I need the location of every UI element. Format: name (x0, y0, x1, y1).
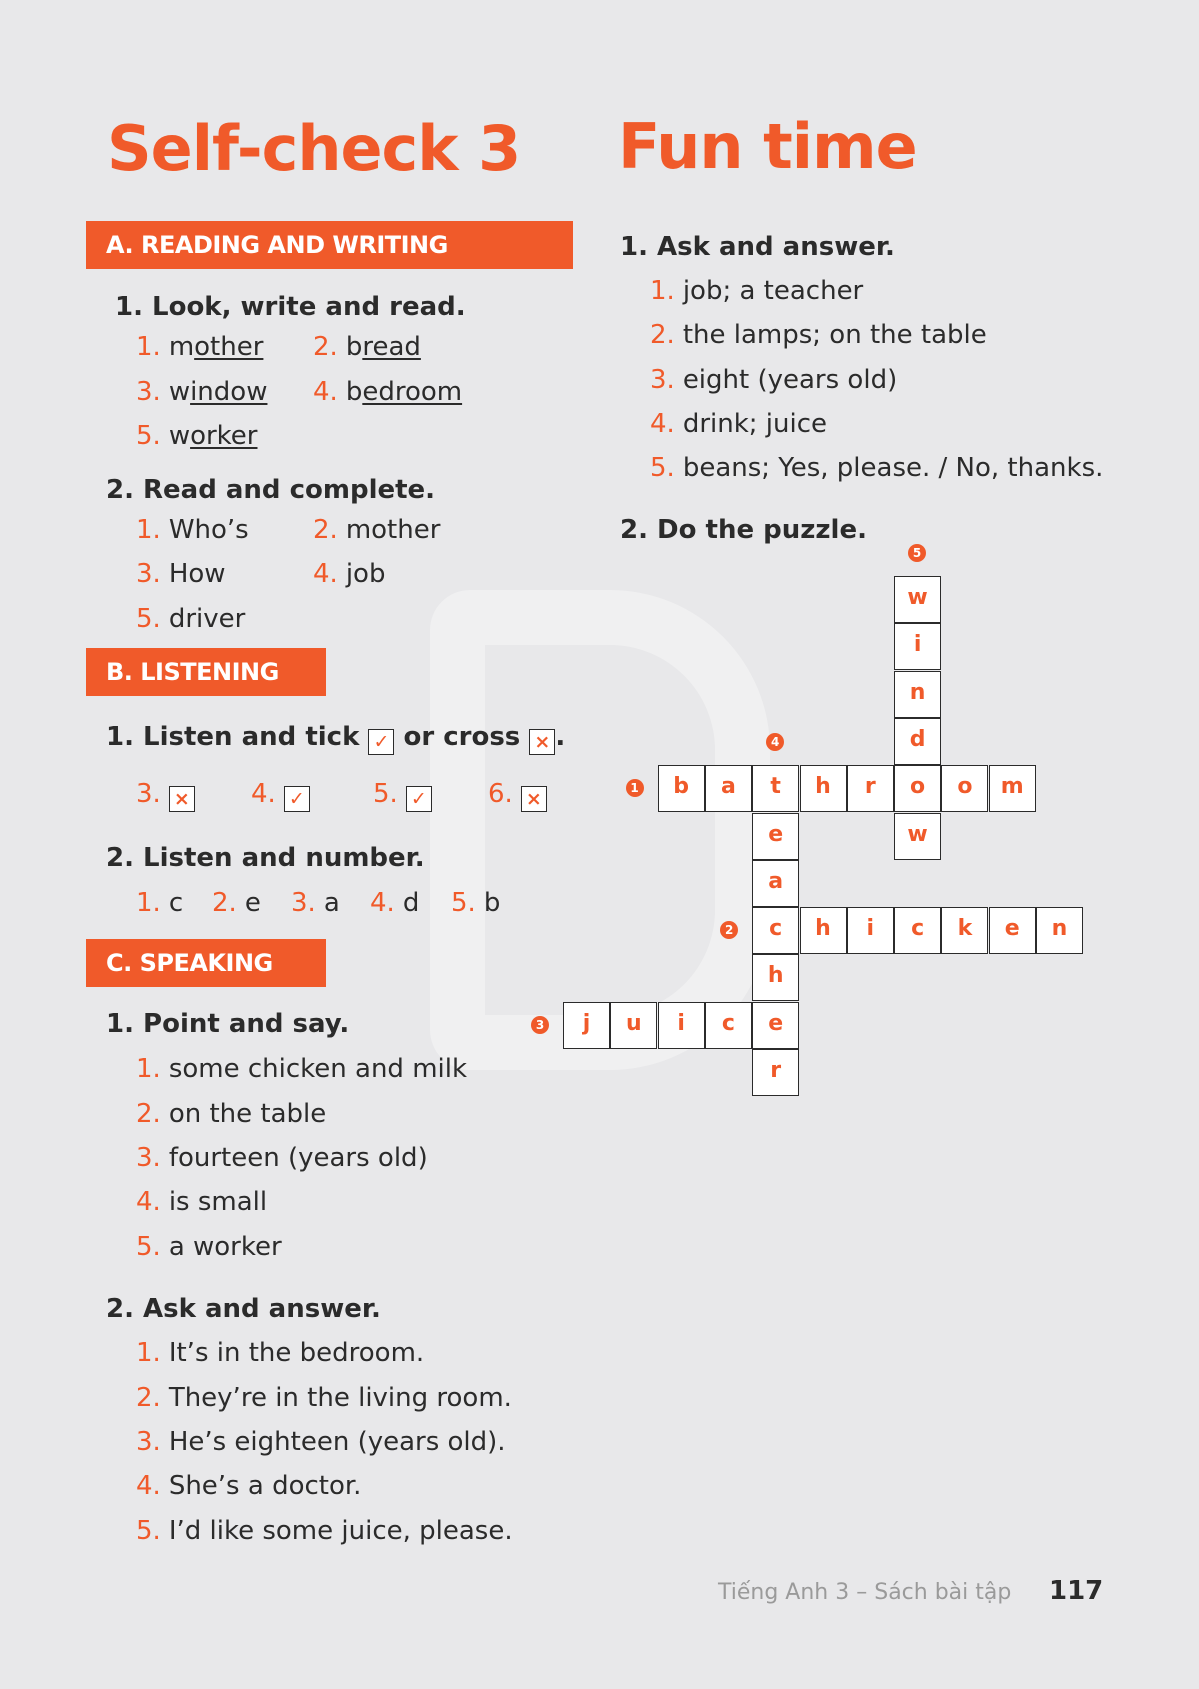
section-c-header: C. SPEAKING (86, 939, 326, 987)
fun-ex1-item: 4. drink; juice (650, 409, 828, 439)
crossword-cell: i (894, 623, 941, 670)
fun-ex2-heading: 2. Do the puzzle. (620, 515, 867, 545)
ex-b1-item: 3. × (136, 779, 195, 812)
crossword-cell: a (752, 860, 799, 907)
crossword-cell: k (941, 907, 988, 954)
crossword-cell: r (847, 765, 894, 812)
ex-c1-item: 3. fourteen (years old) (136, 1143, 428, 1173)
page-number: 117 (1049, 1576, 1104, 1606)
cross-box-icon: × (521, 786, 547, 812)
ex-a2-item: 5. driver (136, 604, 246, 634)
section-a-header: A. READING AND WRITING (86, 221, 573, 269)
crossword-cell: c (705, 1002, 752, 1049)
crossword-cell: h (752, 954, 799, 1001)
crossword-cell: t (752, 765, 799, 812)
crossword-cell: e (752, 1002, 799, 1049)
crossword-cell: h (800, 907, 847, 954)
ex-b2-item: 1. c (136, 888, 184, 918)
ex-a1-item: 4. bedroom (313, 377, 463, 407)
clue-number-badge: 3 (531, 1016, 549, 1034)
cross-box-icon: × (529, 729, 555, 755)
crossword-cell: o (941, 765, 988, 812)
crossword-cell: r (752, 1049, 799, 1096)
tick-box-icon: ✓ (284, 786, 310, 812)
ex-b2-item: 5. b (451, 888, 501, 918)
crossword-cell: m (989, 765, 1036, 812)
ex-a2-heading: 2. Read and complete. (106, 475, 436, 505)
ex-a1-item: 2. bread (313, 332, 421, 362)
ex-a1-item: 1. mother (136, 332, 264, 362)
crossword-cell: e (752, 813, 799, 860)
clue-number-badge: 2 (720, 921, 738, 939)
fun-ex1-item: 1. job; a teacher (650, 276, 864, 306)
clue-number-badge: 5 (908, 544, 926, 562)
ex-c1-item: 5. a worker (136, 1232, 282, 1262)
fun-ex1-item: 2. the lamps; on the table (650, 320, 987, 350)
ex-a1-heading: 1. Look, write and read. (115, 292, 466, 322)
ex-b2-heading: 2. Listen and number. (106, 843, 425, 873)
ex-a1-item: 5. worker (136, 421, 258, 451)
ex-c2-item: 3. He’s eighteen (years old). (136, 1427, 506, 1457)
ex-c1-heading: 1. Point and say. (106, 1009, 350, 1039)
fun-time-title: Fun time (618, 110, 917, 183)
self-check-title: Self-check 3 (107, 112, 521, 185)
ex-b2-item: 4. d (370, 888, 420, 918)
ex-b1-heading: 1. Listen and tick ✓ or cross × . (106, 722, 566, 753)
ex-b2-item: 2. e (212, 888, 261, 918)
crossword-cell: c (752, 907, 799, 954)
fun-ex1-item: 3. eight (years old) (650, 365, 898, 395)
tick-box-icon: ✓ (368, 729, 394, 755)
ex-b1-item: 4. ✓ (251, 779, 310, 812)
crossword-cell: b (658, 765, 705, 812)
crossword-cell: a (705, 765, 752, 812)
crossword-cell: j (563, 1002, 610, 1049)
fun-ex1-item: 5. beans; Yes, please. / No, thanks. (650, 453, 1104, 483)
crossword-cell: w (894, 813, 941, 860)
ex-c2-item: 5. I’d like some juice, please. (136, 1516, 513, 1546)
ex-b1-item: 6. × (488, 779, 547, 812)
clue-number-badge: 1 (626, 779, 644, 797)
ex-c1-item: 4. is small (136, 1187, 268, 1217)
crossword-cell: i (658, 1002, 705, 1049)
tick-box-icon: ✓ (406, 786, 432, 812)
ex-a2-item: 3. How (136, 559, 226, 589)
crossword-cell: o (894, 765, 941, 812)
ex-b2-item: 3. a (291, 888, 340, 918)
ex-c2-item: 4. She’s a doctor. (136, 1471, 362, 1501)
ex-c2-item: 1. It’s in the bedroom. (136, 1338, 425, 1368)
ex-a2-item: 4. job (313, 559, 386, 589)
crossword-cell: c (894, 907, 941, 954)
book-title: Tiếng Anh 3 – Sách bài tập (718, 1580, 1012, 1605)
crossword-cell: d (894, 718, 941, 765)
ex-b1-item: 5. ✓ (373, 779, 432, 812)
ex-c2-heading: 2. Ask and answer. (106, 1294, 381, 1324)
ex-c1-item: 1. some chicken and milk (136, 1054, 468, 1084)
ex-a2-item: 1. Who’s (136, 515, 249, 545)
ex-c2-item: 2. They’re in the living room. (136, 1383, 512, 1413)
clue-number-badge: 4 (766, 733, 784, 751)
fun-ex1-heading: 1. Ask and answer. (620, 232, 895, 262)
crossword-cell: e (989, 907, 1036, 954)
crossword-cell: i (847, 907, 894, 954)
crossword-cell: h (800, 765, 847, 812)
crossword-cell: u (610, 1002, 657, 1049)
crossword-cell: n (1036, 907, 1083, 954)
crossword-cell: w (894, 576, 941, 623)
ex-a2-item: 2. mother (313, 515, 441, 545)
background-watermark (430, 590, 770, 1070)
crossword-cell: n (894, 671, 941, 718)
cross-box-icon: × (169, 786, 195, 812)
ex-c1-item: 2. on the table (136, 1099, 327, 1129)
section-b-header: B. LISTENING (86, 648, 326, 696)
ex-a1-item: 3. window (136, 377, 268, 407)
